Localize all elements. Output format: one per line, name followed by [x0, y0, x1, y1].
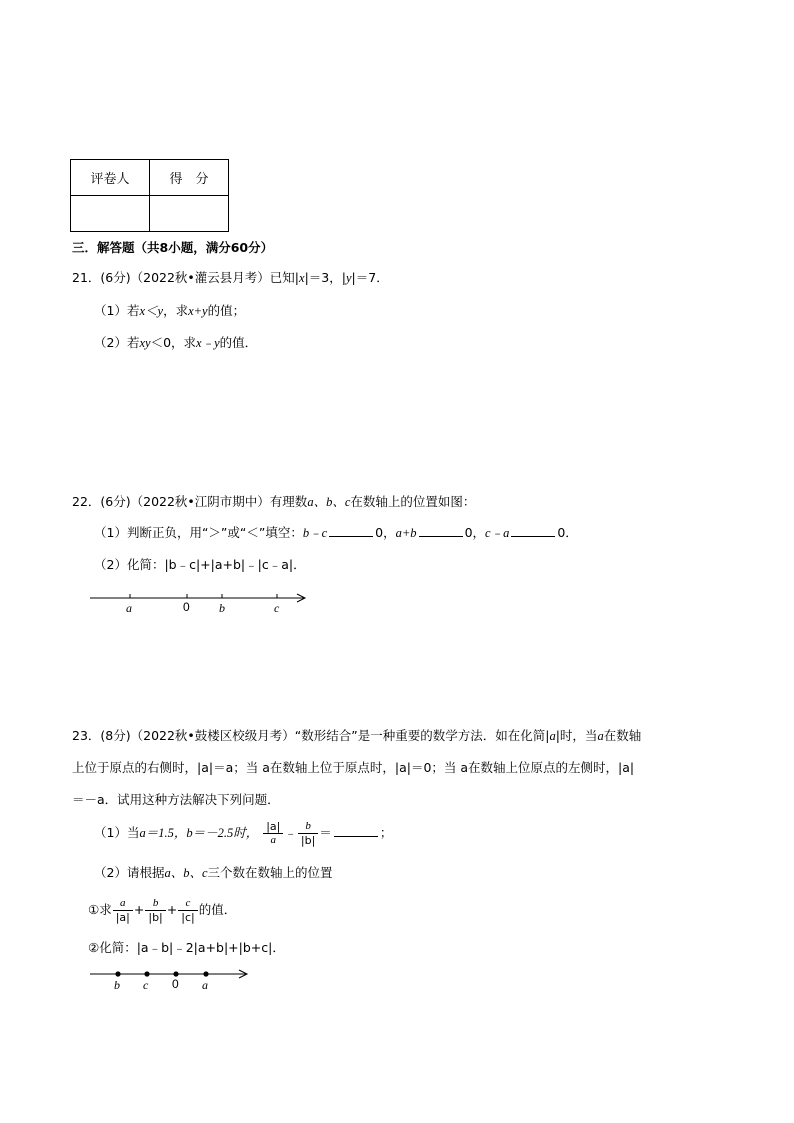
reviewer-header: 评卷人 [71, 160, 150, 196]
q21-tail-text: |＝7． [351, 270, 389, 285]
q21-part2 [94, 332, 257, 354]
q22-expr1: b﹣c [302, 526, 328, 540]
q21-p2-post: 的值． [219, 335, 258, 350]
q22-label-a: a [126, 601, 132, 615]
q21-p1-cond: x＜y [139, 304, 164, 318]
q22-expr2: a+b [395, 526, 417, 540]
q22-number-line [88, 588, 318, 618]
q22-blank2[interactable] [419, 524, 463, 537]
q22-blank3[interactable] [511, 524, 555, 537]
q23-p1-b: b＝－2.5时， [186, 826, 259, 840]
frac-num: c [178, 897, 197, 911]
q23-frac-b [145, 897, 165, 924]
q22-header [72, 491, 475, 513]
q22-head-post: 在数轴上的位置如图： [350, 494, 476, 509]
q23-plus1: + [133, 902, 145, 917]
q23-line2: 上位于原点的右侧时，|a|＝a；当 a在数轴上位于原点时，|a|＝0；当 a在数轴上位原点的左侧时，|a| [72, 760, 635, 775]
frac-num: b [145, 897, 165, 911]
frac-den: a [270, 834, 277, 846]
q21-p2-mid: ＜0，求 [150, 335, 197, 350]
q23-sub2: ②化简：|a﹣b|﹣2|a+b|+|b+c|． [88, 940, 285, 955]
q23-p2-vars: a、b、c [164, 866, 208, 880]
q23-p1-pre: （1）当 [94, 825, 140, 840]
q22-label-b: b [219, 601, 225, 615]
q23-label-b: b [114, 978, 120, 992]
q23-label-0: 0 [172, 977, 179, 991]
q21-p1-mid: ，求 [163, 303, 189, 318]
q21-mid-text: |＝3，| [304, 270, 346, 285]
frac-num: b [298, 820, 318, 834]
q23-minus: ﹣ [284, 825, 297, 840]
q21-p1-pre: （1）若 [94, 303, 140, 318]
q23-semicolon: ； [379, 825, 393, 840]
q21-p1-post: 的值； [207, 303, 246, 318]
q22-head-pre: 22．(6分)（2022秋•江阴市期中）有理数 [72, 494, 308, 509]
q23-blank[interactable] [334, 824, 378, 837]
q22-vars: a、b、c [307, 495, 351, 509]
q23-part1 [94, 816, 392, 850]
frac-num: |a| [263, 820, 283, 834]
q23-p2-post: 三个数在数轴上的位置 [207, 865, 333, 880]
frac-den: |b| [148, 911, 163, 924]
q23-frac-b-over-abs-b [298, 820, 318, 847]
section-title: 三．解答题（共8小题，满分60分） [72, 240, 274, 255]
q23-line1 [72, 725, 641, 747]
q23-s1-post: 的值． [198, 902, 237, 917]
reviewer-cell [71, 196, 150, 232]
q21-var-y: y [345, 271, 352, 285]
q23-part2 [94, 862, 333, 884]
q23-sub1 [88, 893, 236, 927]
q22-p1-pre: （1）判断正负，用“＞”或“＜”填空： [94, 525, 303, 540]
q23-frac-a [113, 897, 133, 924]
q22-part1 [94, 522, 578, 544]
score-header: 得 分 [150, 160, 229, 196]
q23-l1-mid: |时，当 [555, 728, 598, 743]
frac-den: |b| [300, 834, 316, 847]
q22-zero3: 0． [557, 525, 578, 540]
q21-p2-expr: x﹣y [196, 336, 220, 350]
q23-l1-pre: 23．(8分)（2022秋•鼓楼区校级月考）“数形结合”是一种重要的数学方法．如在化简| [72, 728, 550, 743]
q21-var-x: x [299, 271, 305, 285]
q21-p2-cond: xy [139, 336, 151, 350]
q22-blank1[interactable] [329, 524, 373, 537]
q22-expr3: c﹣a [485, 526, 510, 540]
q23-l1-post: 在数轴 [603, 728, 642, 743]
q23-s1-pre: ①求 [88, 902, 112, 917]
frac-den: |c| [181, 911, 195, 924]
q23-label-c: c [143, 978, 149, 992]
q23-line3: ＝－a．试用这种方法解决下列问题． [72, 792, 280, 807]
q23-frac-abs-a-over-a [263, 820, 283, 847]
score-table [70, 159, 229, 232]
q23-p2-pre: （2）请根据 [94, 865, 165, 880]
score-cell [150, 196, 229, 232]
q23-var-a2: a [597, 729, 604, 743]
q23-equals: ＝ [319, 825, 332, 840]
q23-plus2: + [166, 902, 178, 917]
q23-var-a1: a [549, 729, 556, 743]
q21-p2-pre: （2）若 [94, 335, 140, 350]
q23-number-line [88, 965, 258, 995]
q23-point-0 [173, 971, 178, 976]
q21-header [72, 267, 389, 289]
q21-head-text: 21．(6分)（2022秋•灌云县月考）已知| [72, 270, 300, 285]
frac-den: |a| [115, 911, 130, 924]
q23-point-b [115, 971, 120, 976]
q23-point-a [203, 971, 208, 976]
frac-num: a [113, 897, 133, 911]
q22-label-c: c [274, 601, 280, 615]
q23-point-c [144, 971, 149, 976]
q23-p1-a: a＝1.5， [139, 826, 187, 840]
q23-frac-c [178, 897, 197, 924]
q22-label-0: 0 [183, 600, 190, 614]
q22-zero1: 0， [375, 525, 396, 540]
q22-zero2: 0， [464, 525, 486, 540]
q21-part1 [94, 300, 245, 322]
q23-label-a: a [202, 978, 208, 992]
q21-p1-expr: x+y [188, 304, 208, 318]
q22-part2: （2）化简：|b﹣c|+|a+b|﹣|c﹣a|． [94, 557, 306, 572]
